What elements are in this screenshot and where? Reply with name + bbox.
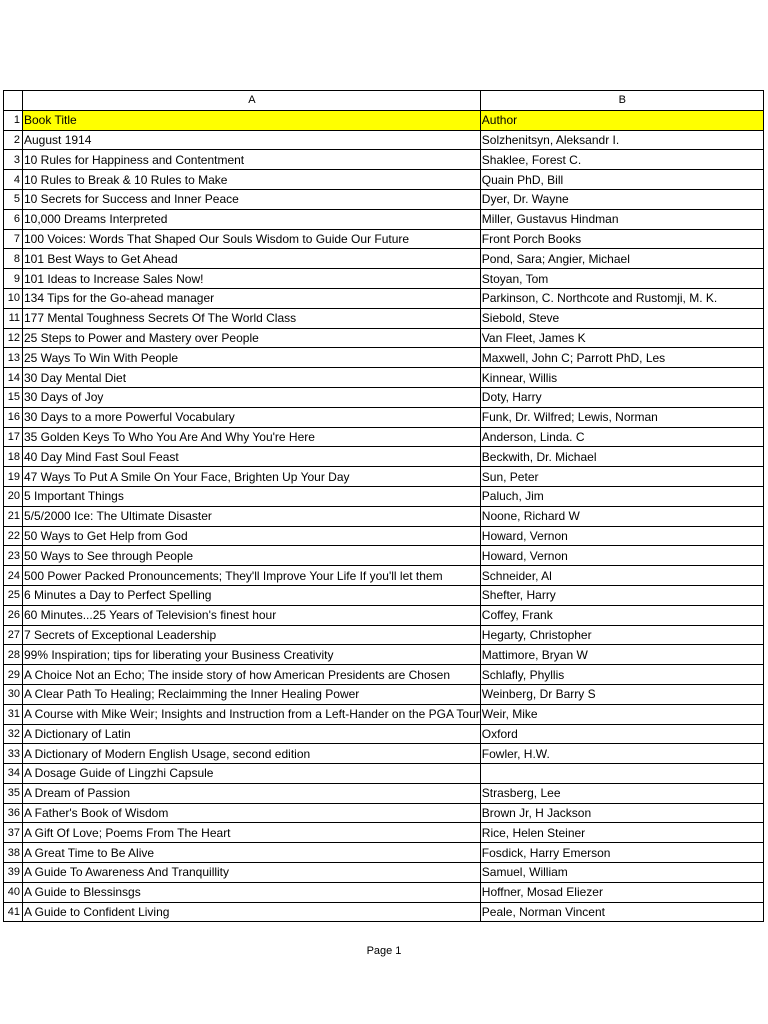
- table-row: [4, 427, 764, 447]
- book-title-cell: 100 Voices: Words That Shaped Our Souls Wisdom to Guide Our Future: [23, 229, 481, 249]
- author-cell: Van Fleet, James K: [480, 328, 763, 348]
- author-cell: Front Porch Books: [480, 229, 763, 249]
- author-cell: Kinnear, Willis: [480, 368, 763, 388]
- book-title-cell: A Dosage Guide of Lingzhi Capsule: [23, 764, 481, 784]
- author-cell: Schlafly, Phyllis: [480, 665, 763, 685]
- table-row: [4, 387, 764, 407]
- row-number: 38: [4, 843, 23, 863]
- table-row: [4, 229, 764, 249]
- author-cell: Schneider, Al: [480, 566, 763, 586]
- author-cell: Doty, Harry: [480, 387, 763, 407]
- book-title-cell: 101 Ideas to Increase Sales Now!: [23, 269, 481, 289]
- spreadsheet-table: [3, 90, 764, 922]
- book-title-cell: 99% Inspiration; tips for liberating your Business Creativity: [23, 645, 481, 665]
- row-number: 16: [4, 407, 23, 427]
- table-row: [4, 585, 764, 605]
- author-cell: Paluch, Jim: [480, 486, 763, 506]
- book-title-cell: A Clear Path To Healing; Reclaimming the Inner Healing Power: [23, 684, 481, 704]
- row-number: 4: [4, 170, 23, 190]
- book-title-cell: 500 Power Packed Pronouncements; They'll Improve Your Life If you'll let them: [23, 566, 481, 586]
- book-title-cell: A Course with Mike Weir; Insights and Instruction from a Left-Hander on the PGA Tour: [23, 704, 481, 724]
- table-row: [4, 269, 764, 289]
- table-row: [4, 407, 764, 427]
- table-row: [4, 704, 764, 724]
- author-cell: Dyer, Dr. Wayne: [480, 189, 763, 209]
- row-number: 2: [4, 130, 23, 150]
- book-title-cell: 30 Days to a more Powerful Vocabulary: [23, 407, 481, 427]
- table-row: [4, 189, 764, 209]
- author-cell: Strasberg, Lee: [480, 783, 763, 803]
- row-number: 17: [4, 427, 23, 447]
- row-number: 24: [4, 566, 23, 586]
- author-cell: Maxwell, John C; Parrott PhD, Les: [480, 348, 763, 368]
- author-cell: Oxford: [480, 724, 763, 744]
- row-number: 22: [4, 526, 23, 546]
- row-number: 3: [4, 150, 23, 170]
- book-title-cell: 10 Rules for Happiness and Contentment: [23, 150, 481, 170]
- table-row: [4, 566, 764, 586]
- book-title-cell: 30 Day Mental Diet: [23, 368, 481, 388]
- table-row: [4, 843, 764, 863]
- book-title-cell: 35 Golden Keys To Who You Are And Why You're Here: [23, 427, 481, 447]
- author-cell: Weinberg, Dr Barry S: [480, 684, 763, 704]
- column-header-b: B: [480, 91, 763, 111]
- table-row: [4, 684, 764, 704]
- author-cell: Hegarty, Christopher: [480, 625, 763, 645]
- table-row: [4, 625, 764, 645]
- row-number: 5: [4, 189, 23, 209]
- book-title-cell: 25 Steps to Power and Mastery over People: [23, 328, 481, 348]
- table-row: [4, 249, 764, 269]
- author-cell: Pond, Sara; Angier, Michael: [480, 249, 763, 269]
- book-title-cell: August 1914: [23, 130, 481, 150]
- author-cell: Funk, Dr. Wilfred; Lewis, Norman: [480, 407, 763, 427]
- author-cell: Fowler, H.W.: [480, 744, 763, 764]
- table-row: [4, 724, 764, 744]
- table-row: [4, 447, 764, 467]
- table-row: [4, 110, 764, 130]
- author-cell: [480, 764, 763, 784]
- book-title-cell: A Gift Of Love; Poems From The Heart: [23, 823, 481, 843]
- book-title-cell: A Dictionary of Modern English Usage, second edition: [23, 744, 481, 764]
- table-row: [4, 486, 764, 506]
- book-title-cell: 5/5/2000 Ice: The Ultimate Disaster: [23, 506, 481, 526]
- author-cell: Siebold, Steve: [480, 308, 763, 328]
- book-title-cell: 47 Ways To Put A Smile On Your Face, Brighten Up Your Day: [23, 467, 481, 487]
- table-row: [4, 467, 764, 487]
- author-cell: Miller, Gustavus Hindman: [480, 209, 763, 229]
- book-title-cell: 7 Secrets of Exceptional Leadership: [23, 625, 481, 645]
- table-row: [4, 882, 764, 902]
- table-row: [4, 150, 764, 170]
- row-number: 21: [4, 506, 23, 526]
- book-title-cell: A Dictionary of Latin: [23, 724, 481, 744]
- table-row: [4, 328, 764, 348]
- author-cell: Hoffner, Mosad Eliezer: [480, 882, 763, 902]
- book-title-cell: A Guide To Awareness And Tranquillity: [23, 863, 481, 883]
- author-cell: Brown Jr, H Jackson: [480, 803, 763, 823]
- author-cell: Stoyan, Tom: [480, 269, 763, 289]
- author-cell: Howard, Vernon: [480, 526, 763, 546]
- book-title-cell: A Father's Book of Wisdom: [23, 803, 481, 823]
- author-cell: Beckwith, Dr. Michael: [480, 447, 763, 467]
- book-title-cell: 60 Minutes...25 Years of Television's finest hour: [23, 605, 481, 625]
- table-row: [4, 744, 764, 764]
- table-row: [4, 209, 764, 229]
- corner-cell: [4, 91, 23, 111]
- row-number: 14: [4, 368, 23, 388]
- row-number: 13: [4, 348, 23, 368]
- table-row: [4, 605, 764, 625]
- author-cell: Samuel, William: [480, 863, 763, 883]
- column-header-a: A: [23, 91, 481, 111]
- author-cell: Shaklee, Forest C.: [480, 150, 763, 170]
- row-number: 20: [4, 486, 23, 506]
- table-row: [4, 368, 764, 388]
- row-number: 11: [4, 308, 23, 328]
- table-row: [4, 546, 764, 566]
- book-title-cell: 10 Rules to Break & 10 Rules to Make: [23, 170, 481, 190]
- book-title-cell: 25 Ways To Win With People: [23, 348, 481, 368]
- row-number: 30: [4, 684, 23, 704]
- author-cell: Parkinson, C. Northcote and Rustomji, M. K.: [480, 288, 763, 308]
- table-row: [4, 783, 764, 803]
- table-row: [4, 803, 764, 823]
- row-number: 19: [4, 467, 23, 487]
- book-title-cell: 6 Minutes a Day to Perfect Spelling: [23, 585, 481, 605]
- book-title-cell: 10 Secrets for Success and Inner Peace: [23, 189, 481, 209]
- author-cell: Quain PhD, Bill: [480, 170, 763, 190]
- row-number: 12: [4, 328, 23, 348]
- table-row: [4, 288, 764, 308]
- table-row: [4, 645, 764, 665]
- row-number: 41: [4, 902, 23, 922]
- book-title-cell: A Great Time to Be Alive: [23, 843, 481, 863]
- book-title-cell: A Guide to Confident Living: [23, 902, 481, 922]
- author-cell: Rice, Helen Steiner: [480, 823, 763, 843]
- row-number: 39: [4, 863, 23, 883]
- row-number: 40: [4, 882, 23, 902]
- table-row: [4, 170, 764, 190]
- author-cell: Weir, Mike: [480, 704, 763, 724]
- table-row: [4, 823, 764, 843]
- table-row: [4, 665, 764, 685]
- table-row: [4, 348, 764, 368]
- row-number: 33: [4, 744, 23, 764]
- row-number: 28: [4, 645, 23, 665]
- row-number: 10: [4, 288, 23, 308]
- row-number: 6: [4, 209, 23, 229]
- book-title-cell: 101 Best Ways to Get Ahead: [23, 249, 481, 269]
- table-row: [4, 506, 764, 526]
- table-row: [4, 863, 764, 883]
- row-number: 1: [4, 110, 23, 130]
- author-cell: Mattimore, Bryan W: [480, 645, 763, 665]
- book-title-cell: A Choice Not an Echo; The inside story of how American Presidents are Chosen: [23, 665, 481, 685]
- row-number: 23: [4, 546, 23, 566]
- row-number: 9: [4, 269, 23, 289]
- author-cell: Shefter, Harry: [480, 585, 763, 605]
- row-number: 36: [4, 803, 23, 823]
- page-footer: Page 1: [366, 945, 402, 957]
- book-title-cell: 50 Ways to See through People: [23, 546, 481, 566]
- book-title-cell: 50 Ways to Get Help from God: [23, 526, 481, 546]
- row-number: 31: [4, 704, 23, 724]
- table-row: [4, 526, 764, 546]
- book-title-cell: 134 Tips for the Go-ahead manager: [23, 288, 481, 308]
- author-cell: Peale, Norman Vincent: [480, 902, 763, 922]
- row-number: 15: [4, 387, 23, 407]
- book-title-cell: A Dream of Passion: [23, 783, 481, 803]
- table-row: [4, 764, 764, 784]
- table-row: [4, 130, 764, 150]
- row-number: 25: [4, 585, 23, 605]
- author-cell: Coffey, Frank: [480, 605, 763, 625]
- author-cell: Noone, Richard W: [480, 506, 763, 526]
- row-number: 32: [4, 724, 23, 744]
- author-cell: Sun, Peter: [480, 467, 763, 487]
- book-title-cell: Book Title: [23, 110, 481, 130]
- row-number: 26: [4, 605, 23, 625]
- author-cell: Anderson, Linda. C: [480, 427, 763, 447]
- row-number: 34: [4, 764, 23, 784]
- row-number: 7: [4, 229, 23, 249]
- table-row: [4, 902, 764, 922]
- author-cell: Fosdick, Harry Emerson: [480, 843, 763, 863]
- table-row: [4, 308, 764, 328]
- author-cell: Howard, Vernon: [480, 546, 763, 566]
- book-title-cell: 177 Mental Toughness Secrets Of The World Class: [23, 308, 481, 328]
- author-cell: Author: [480, 110, 763, 130]
- row-number: 18: [4, 447, 23, 467]
- author-cell: Solzhenitsyn, Aleksandr I.: [480, 130, 763, 150]
- column-header-row: [4, 91, 764, 111]
- book-title-cell: A Guide to Blessinsgs: [23, 882, 481, 902]
- book-title-cell: 5 Important Things: [23, 486, 481, 506]
- row-number: 37: [4, 823, 23, 843]
- row-number: 29: [4, 665, 23, 685]
- row-number: 35: [4, 783, 23, 803]
- book-title-cell: 40 Day Mind Fast Soul Feast: [23, 447, 481, 467]
- book-title-cell: 30 Days of Joy: [23, 387, 481, 407]
- book-title-cell: 10,000 Dreams Interpreted: [23, 209, 481, 229]
- row-number: 27: [4, 625, 23, 645]
- row-number: 8: [4, 249, 23, 269]
